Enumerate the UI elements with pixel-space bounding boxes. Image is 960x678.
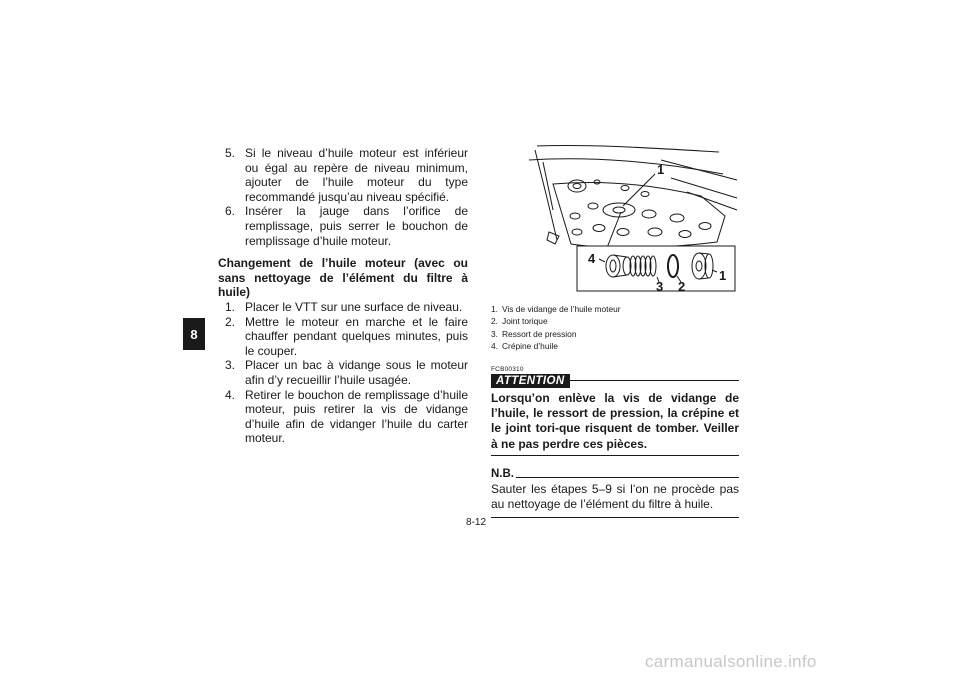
attention-bottom-rule <box>491 455 739 456</box>
step-number: 1. <box>225 299 236 314</box>
step-text: Insérer la jauge dans l’orifice de remplissage, puis serrer le bouchon de remplissage d’huile moteur. <box>245 204 468 248</box>
caption-item <box>491 315 739 327</box>
engine-drain-figure <box>491 140 739 295</box>
callout-3: 3 <box>656 279 664 294</box>
step-item <box>218 300 468 315</box>
note-header <box>491 468 739 480</box>
step-text: Si le niveau d’huile moteur est inférieur ou égal au repère de niveau minimum, ajouter de l’huile moteur du type recommandé jusqu’au niveau spécifié. <box>245 146 468 204</box>
attention-rule <box>570 380 739 381</box>
right-column <box>491 140 739 518</box>
step-number: 2. <box>225 314 236 329</box>
caption-text: Ressort de pression <box>502 328 577 339</box>
step-item <box>218 388 468 446</box>
attention-label: ATTENTION <box>491 374 570 388</box>
steps-group-b <box>218 300 468 446</box>
caption-number: 1. <box>491 304 498 314</box>
step-item <box>218 146 468 204</box>
steps-group-a <box>218 146 468 248</box>
step-number: 4. <box>225 387 236 402</box>
step-text: Mettre le moteur en marche et le faire chauffer pendant quelques minutes, puis le couper. <box>245 314 468 358</box>
chapter-tab: 8 <box>183 318 205 350</box>
caption-text: Crépine d’huile <box>502 341 558 352</box>
step-text: Retirer le bouchon de remplissage d’huile moteur, puis retirer la vis de vidange d’huile afin de vidanger l’huile du carter moteur. <box>245 387 468 446</box>
caption-number: 4. <box>491 341 498 352</box>
attention-text: Lorsqu’on enlève la vis de vidange de l’huile, le ressort de pression, la crépine et le joint tori-que risquent de tomber. Veiller à ne pas perdre ces pièces. <box>491 390 739 451</box>
step-text: Placer le VTT sur une surface de niveau. <box>245 299 463 314</box>
caption-item <box>491 303 739 315</box>
attention-header <box>491 374 739 388</box>
caption-text: Joint torique <box>502 316 548 327</box>
step-number: 5. <box>225 146 236 160</box>
callout-1: 1 <box>719 268 727 283</box>
note-label: N.B. <box>491 467 514 480</box>
note-text: Sauter les étapes 5–9 si l’on ne procède pas au nettoyage de l’élément du filtre à huile. <box>491 481 739 511</box>
section-subheading: Changement de l’huile moteur (avec ou sans nettoyage de l’élément du filtre à huile) <box>218 256 468 300</box>
callout-top-1: 1 <box>657 162 665 177</box>
step-item <box>218 315 468 359</box>
step-number: 3. <box>225 358 236 373</box>
caption-item <box>491 340 739 352</box>
page-number: 8-12 <box>466 517 487 528</box>
note-rule <box>516 477 739 478</box>
step-text: Placer un bac à vidange sous le moteur afin d’y recueillir l’huile usagée. <box>245 358 468 387</box>
caption-text: Vis de vidange de l’huile moteur <box>502 304 621 314</box>
caption-item <box>491 328 739 340</box>
engine-underside-illustration <box>491 140 739 295</box>
callout-2: 2 <box>678 279 686 294</box>
note-bottom-rule <box>491 517 739 518</box>
callout-4: 4 <box>588 251 596 266</box>
step-number: 6. <box>225 204 236 219</box>
reference-code: FCB00310 <box>491 365 524 373</box>
watermark: carmanualsonline.info <box>645 652 817 671</box>
step-item <box>218 204 468 248</box>
caption-number: 3. <box>491 328 498 339</box>
step-item <box>218 358 468 387</box>
caption-number: 2. <box>491 316 498 327</box>
left-column <box>218 146 468 446</box>
figure-captions <box>491 303 739 353</box>
